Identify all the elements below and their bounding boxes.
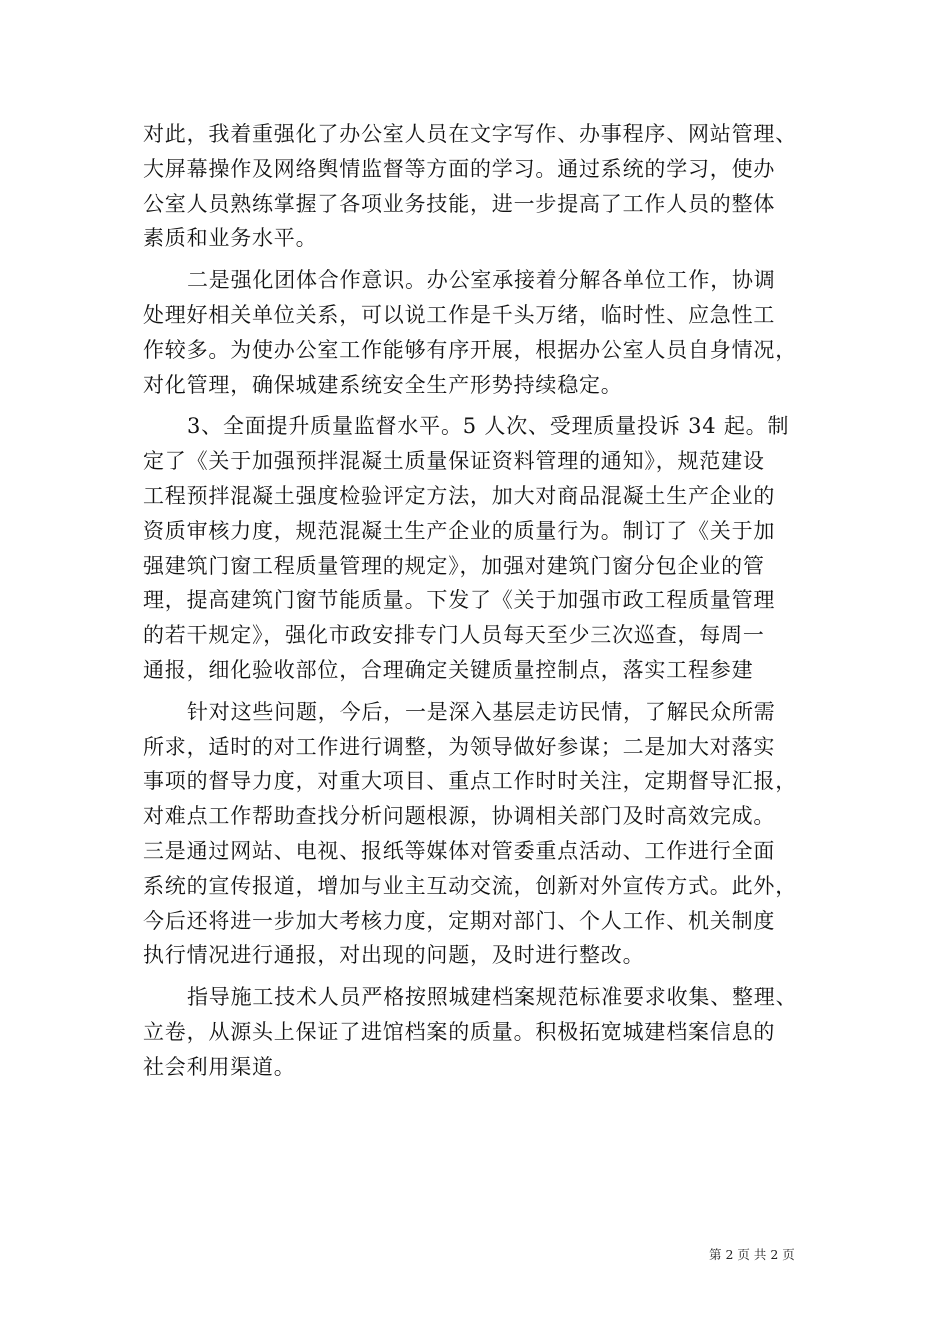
text-line: 强建筑门窗工程质量管理的规定》，加强对建筑门窗分包企业的管 — [143, 553, 765, 578]
text-line: 事项的督导力度，对重大项目、重点工作时时关注，定期督导汇报， — [143, 769, 797, 794]
text-line: 对化管理，确保城建系统安全生产形势持续稳定。 — [143, 372, 623, 397]
paragraph-spacing — [143, 402, 813, 409]
paragraph-spacing — [143, 973, 813, 980]
paragraph-spacing — [143, 688, 813, 695]
text-line: 二是强化团体合作意识。办公室承接着分解各单位工作，协调 — [187, 268, 776, 293]
text-line: 针对这些问题，今后，一是深入基层走访民情，了解民众所需 — [187, 699, 776, 724]
text-line: 立卷，从源头上保证了进馆档案的质量。积极拓宽城建档案信息的 — [143, 1019, 776, 1044]
text-line: 通报，细化验收部位，合理确定关键质量控制点，落实工程参建 — [143, 657, 754, 682]
text-line: 公室人员熟练掌握了各项业务技能，进一步提高了工作人员的整体 — [143, 191, 776, 216]
paragraph-4 — [143, 695, 813, 973]
paragraph-spacing — [143, 256, 813, 263]
paragraph-2 — [143, 263, 813, 402]
page-number-footer: 第 2 页 共 2 页 — [709, 1247, 795, 1262]
text-line: 三是通过网站、电视、报纸等媒体对管委重点活动、工作进行全面 — [143, 838, 776, 863]
text-line: 工程预拌混凝土强度检验评定方法，加大对商品混凝土生产企业的 — [143, 483, 776, 508]
text-line: 作较多。为使办公室工作能够有序开展，根据办公室人员自身情况， — [143, 337, 797, 362]
text-line: 理，提高建筑门窗节能质量。下发了《关于加强市政工程质量管理 — [143, 588, 776, 613]
document-body — [143, 117, 813, 1085]
text-line: 社会利用渠道。 — [143, 1054, 296, 1079]
text-line: 定了《关于加强预拌混凝土质量保证资料管理的通知》，规范建设 — [143, 449, 765, 474]
text-line: 系统的宣传报道，增加与业主互动交流，创新对外宣传方式。此外， — [143, 873, 797, 898]
text-line: 指导施工技术人员严格按照城建档案规范标准要求收集、整理、 — [187, 985, 798, 1010]
text-line: 素质和业务水平。 — [143, 226, 318, 251]
text-line: 3、全面提升质量监督水平。5 人次、受理质量投诉 34 起。制 — [187, 414, 790, 439]
text-line: 对难点工作帮助查找分析问题根源，协调相关部门及时高效完成。 — [143, 804, 776, 829]
text-line: 执行情况进行通报，对出现的问题，及时进行整改。 — [143, 943, 645, 968]
text-line: 处理好相关单位关系，可以说工作是千头万绪，临时性、应急性工 — [143, 302, 776, 327]
text-line: 资质审核力度，规范混凝土生产企业的质量行为。制订了《关于加 — [143, 518, 776, 543]
paragraph-5 — [143, 980, 813, 1084]
text-line: 今后还将进一步加大考核力度，定期对部门、个人工作、机关制度 — [143, 908, 776, 933]
text-line: 对此，我着重强化了办公室人员在文字写作、办事程序、网站管理、 — [143, 122, 797, 146]
text-line: 的若干规定》，强化市政安排专门人员每天至少三次巡查，每周一 — [143, 623, 765, 648]
paragraph-3 — [143, 409, 813, 687]
text-line: 大屏幕操作及网络舆情监督等方面的学习。通过系统的学习，使办 — [143, 156, 776, 181]
paragraph-1 — [143, 117, 813, 256]
text-line: 所求，适时的对工作进行调整，为领导做好参谋；二是加大对落实 — [143, 734, 776, 759]
